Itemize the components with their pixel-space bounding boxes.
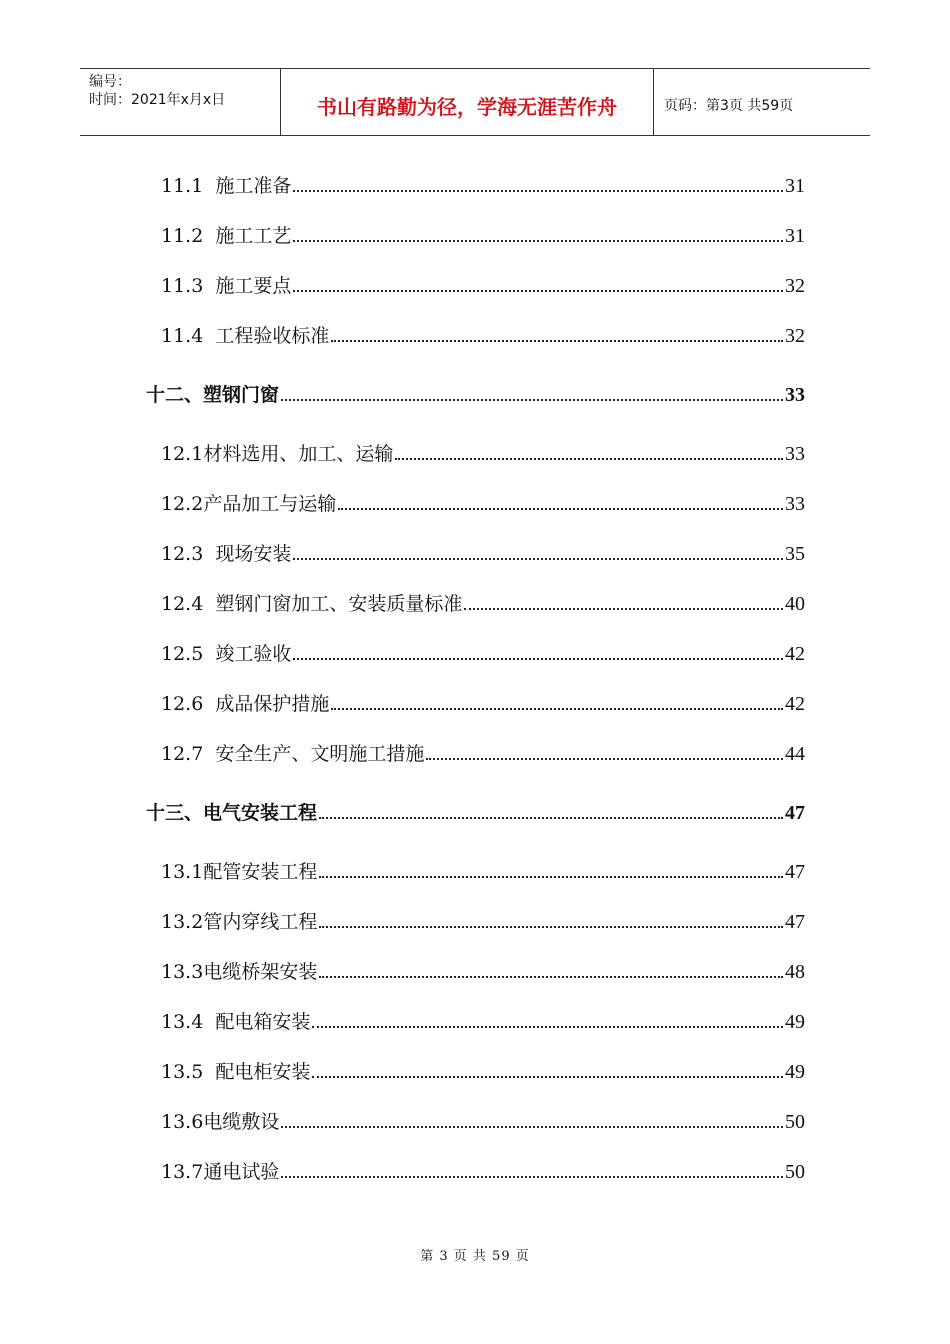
toc-entry-number: 11.4 <box>161 325 216 347</box>
toc-chapter-entry[interactable] <box>146 379 805 407</box>
toc-section-entry[interactable] <box>161 438 805 466</box>
toc-section-entry[interactable] <box>161 270 805 298</box>
toc-section-entry[interactable] <box>161 638 805 666</box>
toc-dot-leader <box>464 608 783 610</box>
header-page-info: 页码：第3页 共59页 <box>664 98 794 114</box>
toc-entry-number: 13.2 <box>161 911 204 933</box>
toc-entry-title: 电缆桥架安装 <box>203 961 318 983</box>
toc-dot-leader <box>338 508 783 510</box>
toc-entry-number: 12.4 <box>161 593 216 615</box>
toc-entry-title: 电缆敷设 <box>203 1111 280 1133</box>
toc-entry-title: 材料选用、加工、运输 <box>203 443 394 465</box>
toc-entry-page: 47 <box>785 802 805 824</box>
toc-entry-page: 47 <box>785 911 805 933</box>
toc-entry-title: 工程验收标准 <box>215 325 330 347</box>
toc-section-entry[interactable] <box>161 738 805 766</box>
toc-dot-leader <box>281 1176 783 1178</box>
toc-entry-number: 13.7 <box>161 1161 204 1183</box>
toc-section-entry[interactable] <box>161 588 805 616</box>
header-meta <box>80 69 281 135</box>
toc-dot-leader <box>319 876 783 878</box>
toc-section-entry[interactable] <box>161 320 805 348</box>
toc-entry-title: 施工工艺 <box>215 225 292 247</box>
toc-section-entry[interactable] <box>161 688 805 716</box>
toc-entry-number: 13.4 <box>161 1011 216 1033</box>
toc-dot-leader <box>293 658 783 660</box>
toc-dot-leader <box>293 558 783 560</box>
toc-dot-leader <box>395 458 783 460</box>
toc-dot-leader <box>331 708 783 710</box>
toc-entry-title: 竣工验收 <box>215 643 292 665</box>
toc-entry-number: 12.2 <box>161 493 204 515</box>
toc-entry-title: 配电柜安装 <box>215 1061 311 1083</box>
toc-dot-leader <box>319 817 783 819</box>
toc-entry-title: 十三、电气安装工程 <box>146 802 318 824</box>
toc-entry-title: 塑钢门窗加工、安装质量标准 <box>215 593 463 615</box>
toc-section-entry[interactable] <box>161 906 805 934</box>
toc-entry-page: 33 <box>785 443 805 465</box>
toc-dot-leader <box>281 1126 783 1128</box>
toc-entry-title: 成品保护措施 <box>215 693 330 715</box>
toc-dot-leader <box>319 976 783 978</box>
toc-section-entry[interactable] <box>161 538 805 566</box>
toc-entry-page: 49 <box>785 1061 805 1083</box>
toc-dot-leader <box>312 1026 783 1028</box>
toc-entry-page: 50 <box>785 1161 805 1183</box>
toc-section-entry[interactable] <box>161 956 805 984</box>
toc-entry-page: 48 <box>785 961 805 983</box>
toc-entry-page: 33 <box>785 384 805 406</box>
header-time-label: 时间：2021年x月x日 <box>89 92 226 108</box>
toc-entry-number: 11.3 <box>161 275 216 297</box>
toc-chapter-entry[interactable] <box>146 797 805 825</box>
toc-section-entry[interactable] <box>161 856 805 884</box>
toc-entry-page: 50 <box>785 1111 805 1133</box>
toc-dot-leader <box>293 290 783 292</box>
toc-entry-title: 十二、塑钢门窗 <box>146 384 280 406</box>
toc-dot-leader <box>281 399 783 401</box>
toc-section-entry[interactable] <box>161 170 805 198</box>
page-header <box>80 68 870 136</box>
toc-entry-number: 12.6 <box>161 693 216 715</box>
toc-section-entry[interactable] <box>161 1006 805 1034</box>
toc-entry-title: 管内穿线工程 <box>203 911 318 933</box>
toc-section-entry[interactable] <box>161 1106 805 1134</box>
toc-entry-title: 施工准备 <box>215 175 292 197</box>
toc-entry-page: 31 <box>785 175 805 197</box>
toc-entry-title: 现场安装 <box>215 543 292 565</box>
toc-entry-number: 12.7 <box>161 743 216 765</box>
toc-entry-title: 产品加工与运输 <box>203 493 337 515</box>
toc-entry-page: 31 <box>785 225 805 247</box>
toc-dot-leader <box>312 1076 783 1078</box>
toc-entry-title: 通电试验 <box>203 1161 280 1183</box>
toc-dot-leader <box>293 240 783 242</box>
toc-section-entry[interactable] <box>161 220 805 248</box>
toc-entry-page: 44 <box>785 743 805 765</box>
toc-section-entry[interactable] <box>161 488 805 516</box>
toc-entry-page: 32 <box>785 275 805 297</box>
toc-entry-number: 13.1 <box>161 861 204 883</box>
toc-dot-leader <box>319 926 783 928</box>
toc-entry-number: 11.2 <box>161 225 216 247</box>
toc-section-entry[interactable] <box>161 1156 805 1184</box>
header-number-label: 编号： <box>89 74 131 90</box>
page-footer: 第 3 页 共 59 页 <box>420 1249 530 1264</box>
toc-entry-title: 配电箱安装 <box>215 1011 311 1033</box>
toc-entry-number: 12.1 <box>161 443 204 465</box>
toc-entry-title: 配管安装工程 <box>203 861 318 883</box>
toc-section-entry[interactable] <box>161 1056 805 1084</box>
toc-entry-number: 13.6 <box>161 1111 204 1133</box>
toc-entry-page: 47 <box>785 861 805 883</box>
toc-entry-title: 安全生产、文明施工措施 <box>215 743 425 765</box>
toc-entry-page: 42 <box>785 643 805 665</box>
toc-entry-page: 33 <box>785 493 805 515</box>
header-motto: 书山有路勤为径，学海无涯苦作舟 <box>281 69 654 135</box>
toc-entry-number: 12.5 <box>161 643 216 665</box>
toc-entry-page: 32 <box>785 325 805 347</box>
toc-entry-page: 49 <box>785 1011 805 1033</box>
toc-entry-page: 40 <box>785 593 805 615</box>
toc-entry-number: 11.1 <box>161 175 216 197</box>
toc-entry-number: 13.5 <box>161 1061 216 1083</box>
toc-entry-page: 35 <box>785 543 805 565</box>
toc-entry-number: 13.3 <box>161 961 204 983</box>
toc-entry-title: 施工要点 <box>215 275 292 297</box>
toc-entry-page: 42 <box>785 693 805 715</box>
toc-dot-leader <box>293 190 783 192</box>
toc-entry-number: 12.3 <box>161 543 216 565</box>
toc-dot-leader <box>331 340 783 342</box>
toc-dot-leader <box>426 758 783 760</box>
